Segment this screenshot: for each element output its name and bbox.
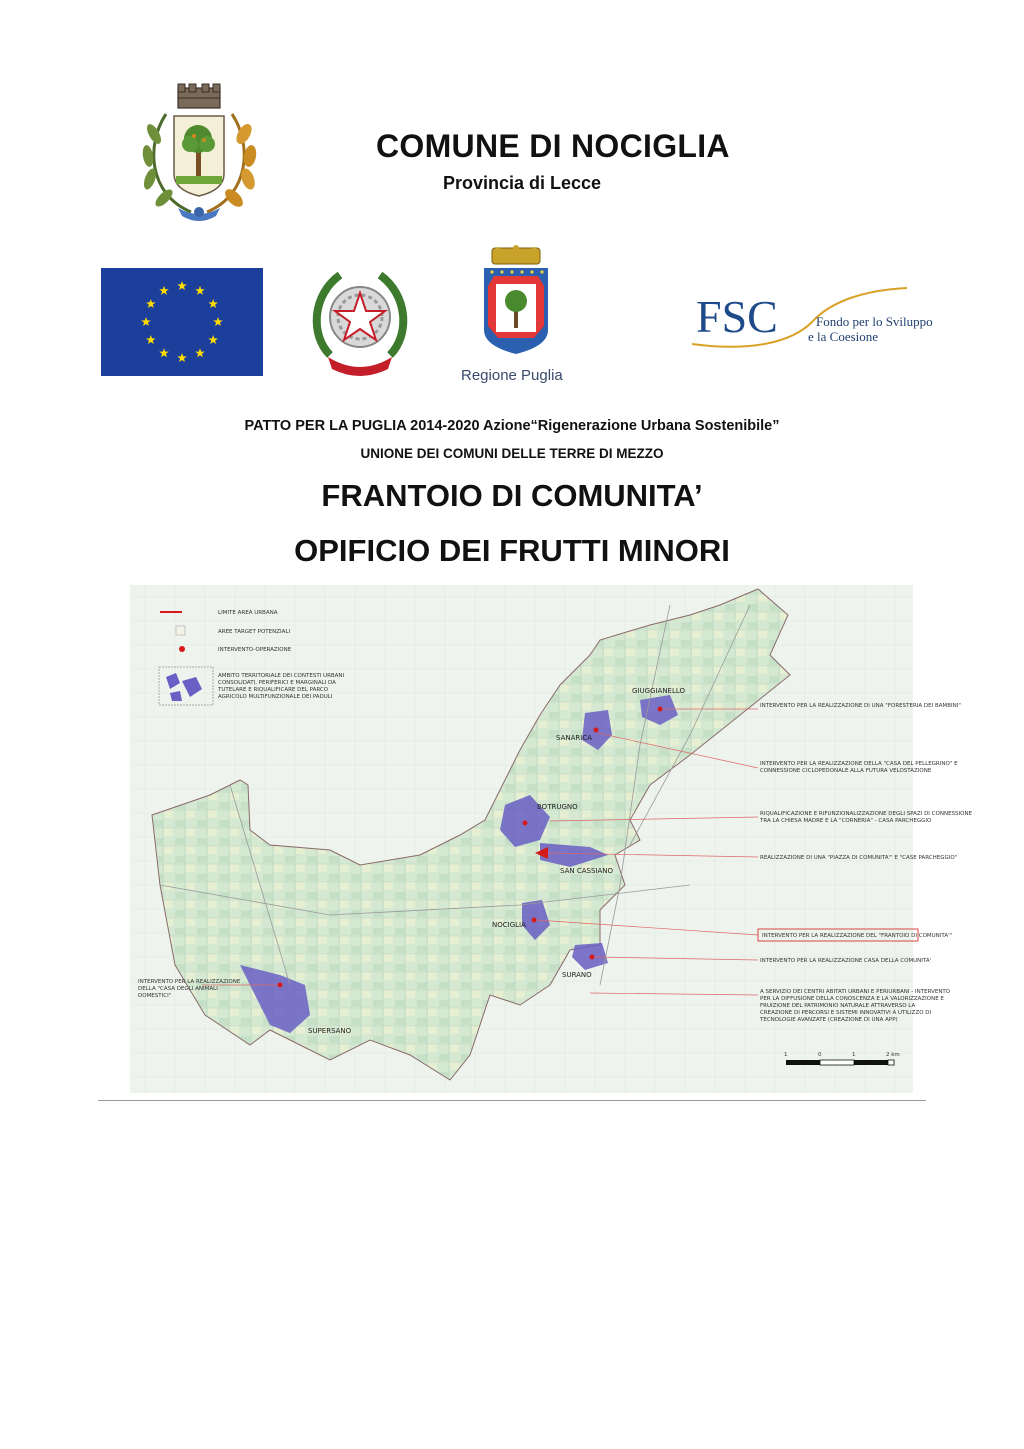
- territorial-map: [130, 585, 973, 1093]
- legend-urban-limit: LIMITE AREA URBANA: [218, 610, 278, 616]
- scale-1: 1: [784, 1052, 788, 1058]
- note-riqualificazione-1: RIQUALIFICAZIONE E RIFUNZIONALIZZAZIONE DEGLI SPAZI DI CONNESSIONE: [760, 811, 973, 817]
- note-casa-comunita: INTERVENTO PER LA REALIZZAZIONE CASA DELLA COMUNITA': [760, 958, 932, 964]
- legend-scope-line1: AMBITO TERRITORIALE DEI CONTESTI URBANI: [218, 673, 345, 679]
- note-app-3: FRUIZIONE DEL PATRIMONIO NATURALE ATTRAVERSO LA: [760, 1003, 916, 1009]
- town-sanarica: SANARICA: [556, 734, 592, 742]
- divider: [98, 1100, 926, 1101]
- municipality-title: COMUNE DI NOCIGLIA: [376, 128, 730, 164]
- note-app-2: PER LA DIFFUSIONE DELLA CONOSCENZA E LA VALORIZZAZIONE E: [760, 996, 944, 1002]
- note-frantoio: INTERVENTO PER LA REALIZZAZIONE DEL "FRANTOIO DI COMUNITA'": [762, 933, 953, 939]
- note-app-1: A SERVIZIO DEI CENTRI ABITATI URBANI E PERIURBANI - INTERVENTO: [760, 989, 951, 995]
- legend-target-areas: AREE TARGET POTENZIALI: [218, 629, 291, 635]
- eu-flag-icon: [101, 268, 263, 376]
- note-animali-2: DELLA "CASA DEGLI ANIMALI: [138, 986, 218, 992]
- fsc-line1: Fondo per lo Sviluppo: [816, 314, 933, 329]
- puglia-caption: Regione Puglia: [461, 367, 563, 384]
- fsc-mark: FSC: [696, 291, 778, 342]
- town-supersano: SUPERSANO: [308, 1027, 352, 1035]
- town-surano: SURANO: [562, 971, 592, 979]
- italy-emblem-icon: [310, 265, 410, 377]
- scale-1b: 1: [852, 1052, 856, 1058]
- note-foresteria: INTERVENTO PER LA REALIZZAZIONE DI UNA "FORESTERIA DEI BAMBINI": [760, 703, 961, 709]
- scale-0: 0: [818, 1052, 822, 1058]
- fsc-logo: [692, 282, 937, 354]
- legend-scope-line2: CONSOLIDATI, PERIFERICI E MARGINALI DA: [218, 680, 336, 686]
- project-subtitle: OPIFICIO DEI FRUTTI MINORI: [294, 533, 730, 568]
- town-botrugno: BOTRUGNO: [537, 803, 578, 811]
- note-app-5: TECNOLOGIE AVANZATE (CREAZIONE DI UNA APP): [760, 1017, 898, 1023]
- project-title: FRANTOIO DI COMUNITA’: [321, 478, 703, 513]
- union-line: UNIONE DEI COMUNI DELLE TERRE DI MEZZO: [360, 446, 664, 461]
- legend-intervention: INTERVENTO-OPERAZIONE: [218, 647, 292, 653]
- puglia-emblem-icon: [482, 246, 550, 358]
- note-animali-1: INTERVENTO PER LA REALIZZAZIONE: [138, 979, 241, 985]
- town-giuggianello: GIUGGIANELLO: [632, 687, 686, 695]
- province-subtitle: Provincia di Lecce: [443, 173, 602, 193]
- town-nociglia: NOCIGLIA: [492, 921, 526, 929]
- note-pellegrino-2: CONNESSIONE CICLOPEDONALE ALLA FUTURA VELOSTAZIONE: [760, 768, 932, 774]
- fsc-line2: e la Coesione: [808, 329, 879, 344]
- note-riqualificazione-2: TRA LA CHIESA MADRE E LA "CORNERIA" - CASA PARCHEGGIO: [760, 818, 932, 824]
- note-pellegrino-1: INTERVENTO PER LA REALIZZAZIONE DELLA "CASA DEL PELLEGRINO" E: [760, 761, 958, 767]
- town-san-cassiano: SAN CASSIANO: [560, 867, 613, 875]
- note-app-4: CREAZIONE DI PERCORSI E SISTEMI INNOVATIVI A UTILIZZO DI: [760, 1010, 932, 1016]
- legend-scope-line3: TUTELARE E RIQUALIFICARE DEL PARCO: [218, 687, 329, 693]
- program-line: PATTO PER LA PUGLIA 2014-2020 Azione“Rigenerazione Urbana Sostenibile”: [244, 418, 780, 434]
- legend-scope-line4: AGRICOLO MULTIFUNZIONALE DEI PADULI: [218, 694, 333, 700]
- note-animali-3: DOMESTICI": [138, 993, 172, 999]
- coat-of-arms-icon: [136, 84, 262, 226]
- note-piazza: REALIZZAZIONE DI UNA "PIAZZA DI COMUNITA'" E "CASE PARCHEGGIO": [760, 855, 958, 861]
- scale-2km: 2 km: [886, 1052, 900, 1058]
